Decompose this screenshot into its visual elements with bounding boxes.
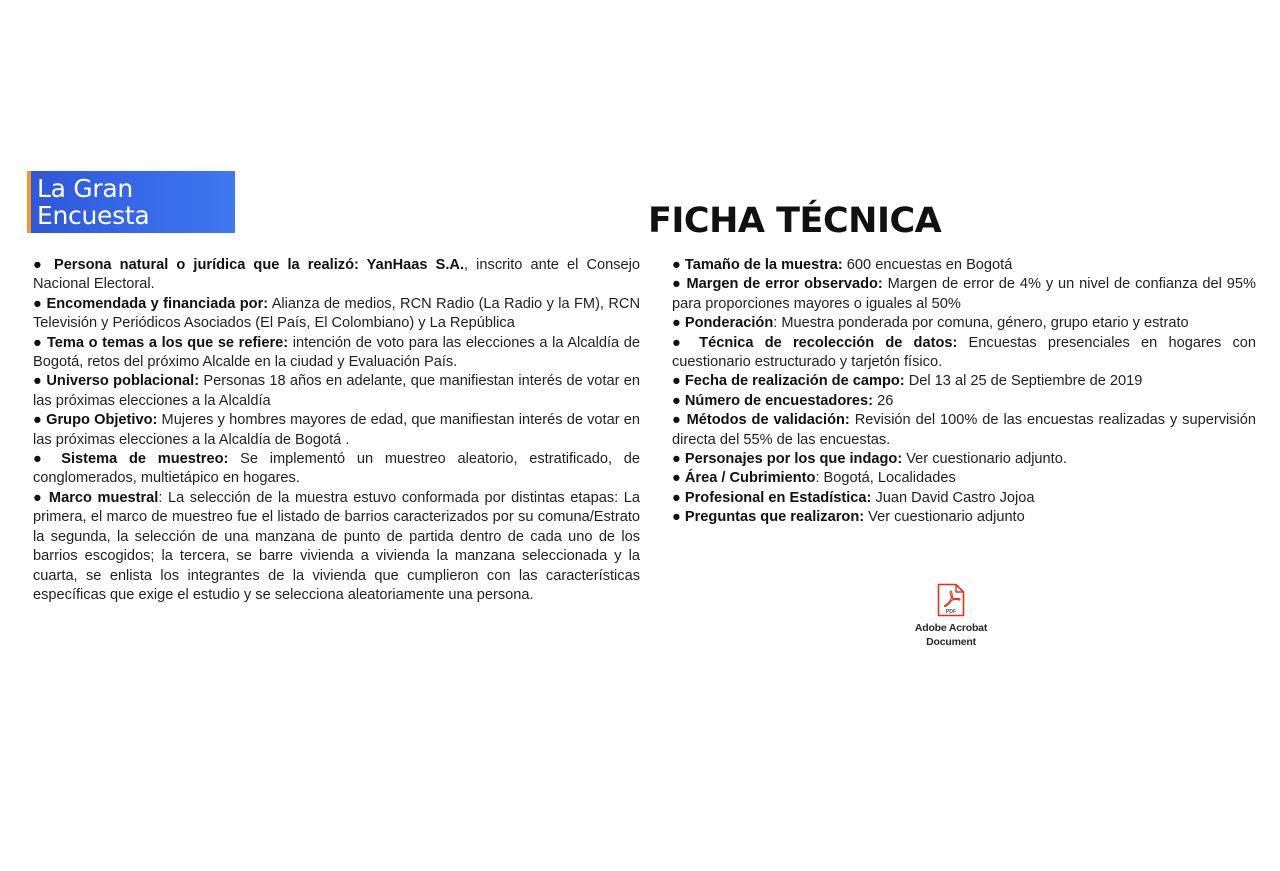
- item-text: Juan David Castro Jojoa: [871, 489, 1035, 506]
- item-text: : Bogotá, Localidades: [815, 470, 956, 487]
- item-label: ● Personajes por los que indago:: [672, 451, 903, 468]
- item-text: Mujeres y hombres mayores de edad, que manifiestan interés de votar en las próximas elecciones a la Alcaldía de Bogotá .: [33, 412, 640, 448]
- page-title: FICHA TÉCNICA: [648, 201, 942, 241]
- item-label: ● Técnica de recolección de datos:: [672, 334, 958, 351]
- list-item-preguntas: [672, 508, 1256, 527]
- pdf-label: PDF: [945, 609, 957, 615]
- list-item-personajes: [672, 450, 1256, 469]
- item-label: ● Grupo Objetivo:: [33, 412, 158, 429]
- item-label: ● Métodos de validación:: [672, 412, 850, 429]
- item-label: ● Profesional en Estadística:: [672, 489, 872, 506]
- item-label: ● Preguntas que realizaron:: [672, 509, 865, 526]
- item-text: : La selección de la muestra estuvo conformada por distintas etapas: La primera, el marco de muestreo fue el listado de barrios caracterizados por su comuna/Estrato la segunda, la selección de una manzana de punto de partida dentro de cada uno de los barrios escogidos; la tercera, se barre vivienda a vivienda la manzana seleccionada y la cuarta, se enlista los integrantes de la vivienda que cumplieron con las características específicas que exige el estudio y se selecciona aleatoriamente una persona.: [33, 489, 640, 603]
- list-item-profesional-estadistica: [672, 489, 1256, 508]
- item-text: Se implementó un muestreo aleatorio, estratificado, de conglomerados, multietápico en hogares.: [33, 451, 640, 487]
- item-label: ● Encomendada y financiada por:: [33, 295, 269, 312]
- item-label: ● Área / Cubrimiento: [672, 470, 816, 487]
- item-text: Margen de error de 4% y un nivel de confianza del 95% para proporciones mayores o iguales al 50%: [672, 276, 1256, 312]
- list-item-area-cubrimiento: [672, 469, 1256, 488]
- item-text: Ver cuestionario adjunto.: [902, 451, 1067, 468]
- list-item-grupo-objetivo: [33, 411, 640, 450]
- list-item-numero-encuestadores: [672, 392, 1256, 411]
- logo-line-2: Encuesta: [37, 201, 150, 230]
- list-item-tamano-muestra: [672, 256, 1256, 275]
- item-text: intención de voto para las elecciones a la Alcaldía de Bogotá, retos del próximo Alcalde en la ciudad y Evaluación País.: [33, 334, 640, 371]
- list-item-persona-natural: [33, 256, 640, 295]
- item-text: , inscrito ante el Consejo Nacional Electoral.: [33, 257, 641, 293]
- pdf-file-icon: [937, 583, 965, 617]
- item-label: ● Número de encuestadores:: [672, 392, 874, 409]
- list-item-marco-muestral: [33, 489, 640, 605]
- item-text: : Muestra ponderada por comuna, género, grupo etario y estrato: [773, 315, 1189, 332]
- item-text: Alianza de medios, RCN Radio (La Radio y la FM), RCN Televisión y Periódicos Asociados (El País, El Colombiano) y La República: [33, 295, 640, 332]
- item-label: ● Fecha de realización de campo:: [672, 373, 905, 390]
- item-label: ● Margen de error observado:: [672, 276, 883, 293]
- item-label: ● Universo poblacional:: [33, 373, 200, 390]
- item-label: ● Ponderación: [672, 315, 774, 332]
- item-text: Ver cuestionario adjunto: [864, 509, 1025, 526]
- item-text: 600 encuestas en Bogotá: [842, 257, 1013, 273]
- la-gran-encuesta-logo: [27, 171, 235, 233]
- item-text: Del 13 al 25 de Septiembre de 2019: [904, 373, 1143, 390]
- attachment-caption-line-1: Adobe Acrobat: [914, 622, 988, 634]
- item-label: ● Persona natural o jurídica que la realizó: YanHaas S.A.: [33, 257, 465, 273]
- list-item-margen-error: [672, 275, 1256, 314]
- list-item-encomendada: [33, 295, 640, 334]
- item-text: 26: [873, 392, 894, 409]
- list-item-universo: [33, 372, 640, 411]
- item-label: ● Marco muestral: [33, 489, 159, 506]
- left-column: [33, 256, 640, 605]
- list-item-tema: [33, 334, 640, 373]
- item-label: ● Tamaño de la muestra:: [672, 257, 843, 273]
- item-label: ● Sistema de muestreo:: [33, 451, 229, 468]
- list-item-ponderacion: [672, 314, 1256, 333]
- list-item-tecnica-recoleccion: [672, 334, 1256, 373]
- item-text: Personas 18 años en adelante, que manifiestan interés de votar en las próximas elecciones a la Alcaldía: [33, 373, 640, 409]
- right-column: [672, 256, 1256, 528]
- pdf-attachment[interactable]: [905, 583, 997, 649]
- item-label: ● Tema o temas a los que se refiere:: [33, 334, 289, 351]
- item-text: Revisión del 100% de las encuestas realizadas y supervisión directa del 55% de las encuestas.: [672, 412, 1257, 448]
- list-item-sistema-muestreo: [33, 450, 640, 489]
- attachment-caption-line-2: Document: [926, 636, 976, 648]
- list-item-metodos-validacion: [672, 411, 1256, 450]
- logo-line-1: La Gran: [37, 174, 133, 203]
- list-item-fecha-campo: [672, 372, 1256, 391]
- item-text: Encuestas presenciales en hogares con cuestionario estructurado y tarjetón físico.: [672, 334, 1256, 371]
